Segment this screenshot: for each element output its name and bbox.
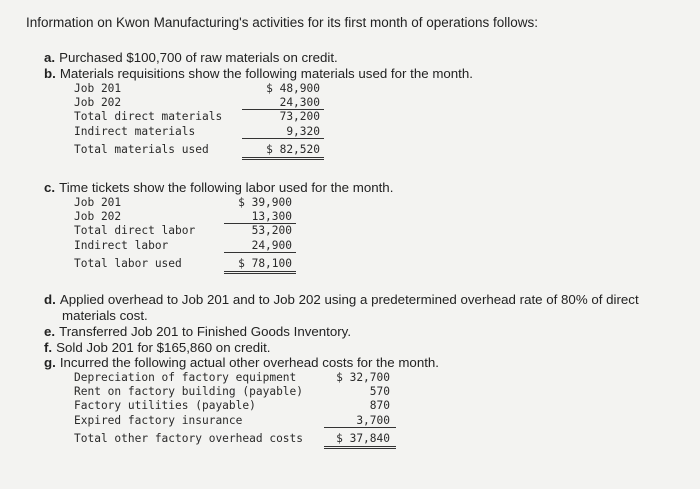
overhead-row <box>74 385 390 399</box>
overhead-label: Expired factory insurance <box>74 413 243 427</box>
overhead-value: 3,700 <box>356 413 390 427</box>
overhead-label: Rent on factory building (payable) <box>74 385 304 399</box>
materials-table <box>74 82 320 157</box>
overhead-label: Total other factory overhead costs <box>74 431 304 445</box>
overhead-table <box>74 371 390 446</box>
materials-value: 73,200 <box>279 110 320 124</box>
item-g-text: Incurred the following actual other overhead costs for the month. <box>59 355 440 370</box>
overhead-rule <box>324 446 396 449</box>
item-c <box>44 180 393 195</box>
item-d-text: Applied overhead to Job 201 and to Job 202 using a predetermined overhead rate of 80% of direct <box>59 292 639 307</box>
labor-rule <box>224 271 296 274</box>
overhead-value: $ 32,700 <box>336 371 390 384</box>
labor-label: Job 201 <box>74 196 122 209</box>
materials-label: Job 202 <box>74 96 122 110</box>
overhead-label: Depreciation of factory equipment <box>74 371 297 384</box>
overhead-value: 870 <box>369 399 390 413</box>
item-b-marker: b. <box>44 66 56 81</box>
overhead-row <box>74 414 390 428</box>
overhead-value: 570 <box>369 385 390 399</box>
labor-row <box>74 239 292 253</box>
item-c-text: Time tickets show the following labor used for the month. <box>59 180 394 195</box>
item-b-text: Materials requisitions show the following materials used for the month. <box>59 66 473 81</box>
materials-value: $ 82,520 <box>266 142 320 156</box>
item-a-text: Purchased $100,700 of raw materials on credit. <box>59 50 338 65</box>
item-d <box>44 292 639 307</box>
labor-label: Total direct labor <box>74 224 196 238</box>
materials-label: Total direct materials <box>74 110 223 124</box>
item-d-marker: d. <box>44 292 56 307</box>
labor-row <box>74 224 292 238</box>
overhead-total-row <box>74 432 390 446</box>
item-e-marker: e. <box>44 324 56 339</box>
labor-label: Job 202 <box>74 210 122 224</box>
labor-total-row <box>74 257 292 271</box>
materials-value: 9,320 <box>286 124 320 138</box>
item-b <box>44 66 473 81</box>
overhead-value: $ 37,840 <box>336 431 390 445</box>
materials-row <box>74 82 320 96</box>
labor-value: $ 39,900 <box>238 196 292 209</box>
materials-value: $ 48,900 <box>266 82 320 95</box>
labor-value: $ 78,100 <box>238 256 292 270</box>
overhead-rule <box>324 427 396 428</box>
labor-rule <box>224 223 296 224</box>
overhead-row <box>74 371 390 385</box>
item-d-continued <box>62 308 148 323</box>
item-f <box>44 340 271 355</box>
labor-rule <box>224 252 296 253</box>
item-a-marker: a. <box>44 50 56 65</box>
item-e-text: Transferred Job 201 to Finished Goods Inventory. <box>59 324 352 339</box>
labor-value: 24,900 <box>251 238 292 252</box>
item-g <box>44 355 439 370</box>
overhead-row <box>74 399 390 413</box>
item-f-text: Sold Job 201 for $165,860 on credit. <box>56 340 271 355</box>
labor-row <box>74 196 292 210</box>
materials-rule <box>242 109 324 110</box>
item-g-marker: g. <box>44 355 56 370</box>
materials-rule <box>242 157 324 160</box>
item-c-marker: c. <box>44 180 56 195</box>
overhead-label: Factory utilities (payable) <box>74 399 256 413</box>
item-a <box>44 50 338 65</box>
materials-total-row <box>74 143 320 157</box>
materials-value: 24,300 <box>279 96 320 110</box>
labor-value: 13,300 <box>251 210 292 224</box>
materials-label: Indirect materials <box>74 124 196 138</box>
intro-text: Information on Kwon Manufacturing's activities for its first month of operations follows: <box>26 15 539 30</box>
materials-label: Total materials used <box>74 142 209 156</box>
item-d-text-2: materials cost. <box>62 308 148 323</box>
labor-table <box>74 196 292 271</box>
item-e <box>44 324 351 339</box>
labor-label: Indirect labor <box>74 238 169 252</box>
item-f-marker: f. <box>44 340 53 355</box>
labor-value: 53,200 <box>251 224 292 238</box>
materials-row <box>74 125 320 139</box>
materials-row <box>74 110 320 124</box>
materials-label: Job 201 <box>74 82 122 95</box>
labor-label: Total labor used <box>74 256 182 270</box>
materials-rule <box>242 138 324 139</box>
